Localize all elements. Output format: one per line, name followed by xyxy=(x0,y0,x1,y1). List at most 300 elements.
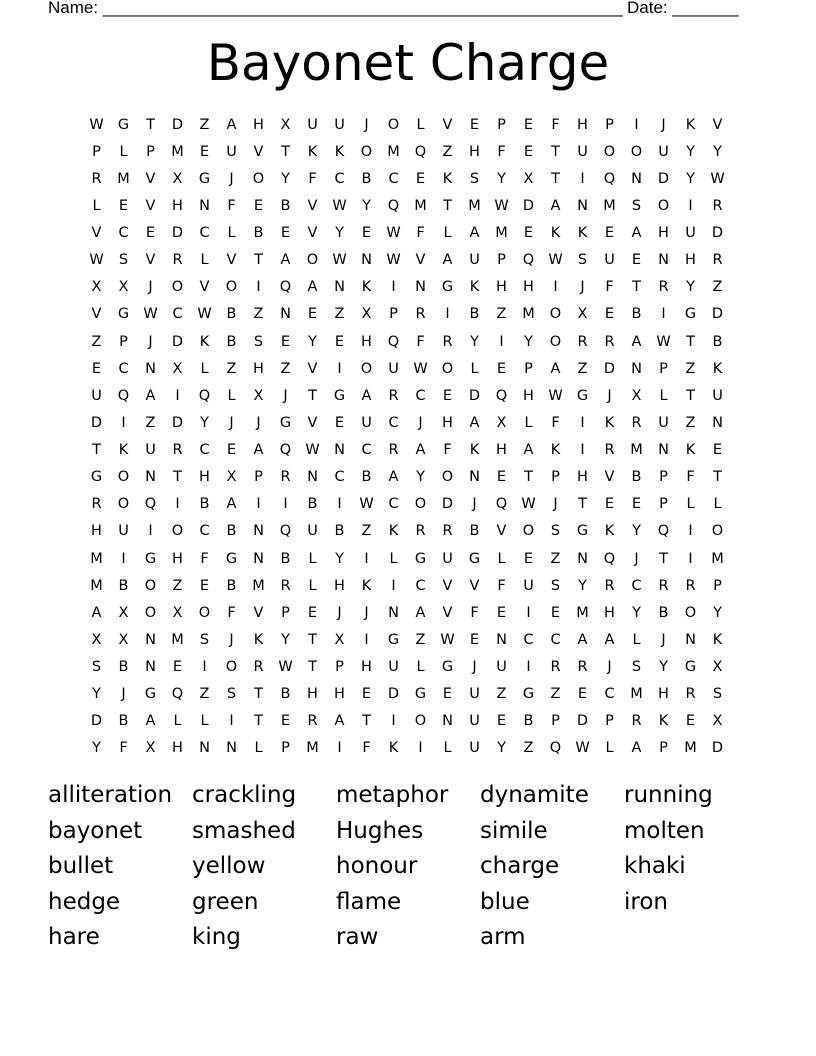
grid-letter: H xyxy=(685,252,696,269)
grid-letter: V xyxy=(604,469,615,486)
grid-letter: K xyxy=(469,442,480,459)
grid-letter: R xyxy=(388,442,399,459)
grid-letter: U xyxy=(361,414,372,431)
grid-letter: B xyxy=(334,523,345,540)
grid-letter: G xyxy=(684,306,697,323)
grid-letter: X xyxy=(280,116,291,133)
grid-letter: X xyxy=(253,387,264,404)
grid-letter: C xyxy=(118,225,129,242)
grid-letter: D xyxy=(90,713,103,730)
grid-letter: E xyxy=(577,686,588,703)
grid-letter: N xyxy=(280,306,291,323)
word-list-item: green xyxy=(192,888,259,915)
grid-letter: U xyxy=(226,143,237,160)
grid-letter: I xyxy=(553,279,558,296)
grid-letter: M xyxy=(306,740,319,757)
grid-letter: E xyxy=(307,604,318,621)
grid-letter: M xyxy=(684,740,697,757)
grid-letter: S xyxy=(118,252,129,269)
grid-letter: X xyxy=(523,170,534,187)
grid-letter: A xyxy=(631,333,642,350)
grid-letter: R xyxy=(172,252,183,269)
grid-letter: L xyxy=(686,496,695,513)
grid-letter: U xyxy=(469,686,480,703)
grid-letter: A xyxy=(631,225,642,242)
grid-letter: B xyxy=(118,577,129,594)
grid-letter: O xyxy=(522,523,535,540)
grid-letter: I xyxy=(391,279,396,296)
grid-letter: W xyxy=(548,387,563,404)
grid-letter: Z xyxy=(253,306,264,323)
date-field: Date: _______ xyxy=(627,0,739,17)
grid-letter: Y xyxy=(335,225,344,242)
grid-letter: R xyxy=(91,170,102,187)
grid-letter: V xyxy=(91,225,102,242)
grid-letter: X xyxy=(91,279,102,296)
grid-letter: Z xyxy=(685,360,696,377)
grid-letter: O xyxy=(360,143,373,160)
grid-letter: W xyxy=(386,225,401,242)
grid-letter: L xyxy=(92,197,101,214)
grid-letter: V xyxy=(496,523,507,540)
grid-letter: A xyxy=(523,442,534,459)
grid-letter: M xyxy=(387,143,400,160)
grid-letter: I xyxy=(418,740,423,757)
grid-letter: Y xyxy=(308,333,317,350)
grid-letter: M xyxy=(522,306,535,323)
grid-letter: U xyxy=(91,387,102,404)
grid-letter: L xyxy=(416,659,425,676)
grid-letter: U xyxy=(307,523,318,540)
grid-letter: M xyxy=(117,170,130,187)
grid-letter: E xyxy=(91,360,102,377)
grid-letter: C xyxy=(631,577,642,594)
grid-letter: G xyxy=(684,659,697,676)
grid-letter: I xyxy=(337,496,342,513)
grid-letter: P xyxy=(281,740,290,757)
grid-letter: I xyxy=(526,659,531,676)
grid-letter: G xyxy=(387,631,400,648)
grid-letter: E xyxy=(712,442,723,459)
grid-letter: L xyxy=(254,740,263,757)
grid-letter: J xyxy=(256,414,261,431)
grid-letter: M xyxy=(90,550,103,567)
grid-letter: B xyxy=(118,713,129,730)
grid-letter: E xyxy=(604,306,615,323)
grid-letter: N xyxy=(145,631,156,648)
grid-letter: M xyxy=(171,143,184,160)
grid-letter: W xyxy=(359,496,374,513)
grid-letter: F xyxy=(470,604,479,621)
grid-letter: R xyxy=(658,279,669,296)
grid-letter: B xyxy=(118,659,129,676)
grid-letter: R xyxy=(631,414,642,431)
grid-letter: T xyxy=(659,550,668,567)
grid-letter: I xyxy=(661,306,666,323)
grid-letter: E xyxy=(496,713,507,730)
grid-letter: P xyxy=(551,469,560,486)
grid-letter: B xyxy=(280,686,291,703)
grid-letter: B xyxy=(280,550,291,567)
grid-letter: K xyxy=(685,442,696,459)
word-list-item: molten xyxy=(624,817,705,844)
grid-letter: J xyxy=(229,414,234,431)
grid-letter: C xyxy=(388,496,399,513)
grid-letter: D xyxy=(387,686,400,703)
grid-letter: W xyxy=(386,252,401,269)
grid-letter: Z xyxy=(550,686,561,703)
grid-letter: K xyxy=(469,279,480,296)
word-list-item: honour xyxy=(336,853,418,880)
grid-letter: M xyxy=(495,225,508,242)
grid-letter: L xyxy=(308,577,317,594)
grid-letter: A xyxy=(145,713,156,730)
grid-letter: U xyxy=(469,740,480,757)
grid-letter: E xyxy=(199,143,210,160)
word-list-item: simile xyxy=(480,817,548,844)
grid-letter: U xyxy=(658,414,669,431)
grid-letter: L xyxy=(200,360,209,377)
grid-letter: H xyxy=(523,279,534,296)
grid-letter: T xyxy=(254,252,263,269)
grid-letter: F xyxy=(119,740,128,757)
grid-letter: L xyxy=(605,740,614,757)
grid-letter: U xyxy=(658,143,669,160)
grid-letter: E xyxy=(523,550,534,567)
grid-letter: H xyxy=(577,469,588,486)
grid-letter: Y xyxy=(200,414,209,431)
grid-letter: X xyxy=(91,631,102,648)
grid-letter: H xyxy=(253,116,264,133)
grid-letter: X xyxy=(334,631,345,648)
grid-letter: J xyxy=(607,659,612,676)
grid-letter: R xyxy=(604,577,615,594)
grid-letter: B xyxy=(361,170,372,187)
grid-letter: K xyxy=(388,523,399,540)
word-list-item: flame xyxy=(336,888,402,915)
grid-letter: A xyxy=(550,197,561,214)
grid-letter: S xyxy=(226,686,237,703)
grid-letter: S xyxy=(253,333,264,350)
grid-letter: O xyxy=(387,116,400,133)
grid-letter: N xyxy=(307,469,318,486)
grid-letter: W xyxy=(332,197,347,214)
grid-letter: A xyxy=(334,713,345,730)
grid-letter: P xyxy=(713,577,722,594)
grid-letter: D xyxy=(441,496,454,513)
grid-letter: A xyxy=(307,279,318,296)
grid-letter: A xyxy=(253,442,264,459)
grid-letter: N xyxy=(577,197,588,214)
grid-letter: O xyxy=(414,496,427,513)
grid-letter: R xyxy=(415,523,426,540)
grid-letter: X xyxy=(361,306,372,323)
grid-letter: Z xyxy=(523,740,534,757)
grid-letter: T xyxy=(713,469,722,486)
grid-letter: K xyxy=(604,523,615,540)
word-list-item: hedge xyxy=(48,888,121,915)
grid-letter: D xyxy=(90,414,103,431)
grid-letter: Q xyxy=(171,686,184,703)
grid-letter: Y xyxy=(92,686,101,703)
grid-letter: K xyxy=(550,442,561,459)
grid-letter: A xyxy=(415,604,426,621)
grid-letter: P xyxy=(605,713,614,730)
grid-letter: O xyxy=(549,306,562,323)
grid-letter: V xyxy=(145,252,156,269)
grid-letter: T xyxy=(92,442,101,459)
word-list-item: arm xyxy=(480,924,526,951)
name-field: Name: _______________________________________________________ xyxy=(48,0,623,17)
grid-letter: C xyxy=(199,442,210,459)
grid-letter: B xyxy=(253,225,264,242)
grid-letter: T xyxy=(308,631,317,648)
grid-letter: X xyxy=(172,604,183,621)
grid-letter: D xyxy=(171,116,184,133)
grid-letter: E xyxy=(685,713,696,730)
grid-letter: J xyxy=(418,414,423,431)
grid-letter: I xyxy=(175,387,180,404)
grid-letter: L xyxy=(659,387,668,404)
grid-letter: Q xyxy=(198,387,211,404)
grid-letter: X xyxy=(118,631,129,648)
grid-letter: N xyxy=(442,713,453,730)
grid-letter: Q xyxy=(387,333,400,350)
grid-letter: F xyxy=(605,279,614,296)
grid-letter: P xyxy=(497,252,506,269)
grid-letter: O xyxy=(603,143,616,160)
letter-grid xyxy=(83,111,731,762)
grid-letter: A xyxy=(361,387,372,404)
grid-letter: W xyxy=(197,306,212,323)
grid-letter: E xyxy=(334,414,345,431)
grid-letter: X xyxy=(577,306,588,323)
grid-letter: G xyxy=(225,550,238,567)
grid-letter: M xyxy=(603,197,616,214)
grid-letter: L xyxy=(524,414,533,431)
grid-letter: Q xyxy=(144,496,157,513)
grid-letter: J xyxy=(283,387,288,404)
page-title: Bayonet Charge xyxy=(206,34,610,92)
grid-letter: E xyxy=(361,225,372,242)
grid-letter: Q xyxy=(657,523,670,540)
grid-letter: T xyxy=(362,713,371,730)
grid-letter: C xyxy=(118,360,129,377)
grid-letter: R xyxy=(577,659,588,676)
grid-letter: H xyxy=(658,225,669,242)
grid-letter: M xyxy=(414,197,427,214)
grid-letter: Q xyxy=(279,442,292,459)
grid-letter: E xyxy=(604,225,615,242)
grid-letter: S xyxy=(712,686,723,703)
grid-letter: T xyxy=(254,713,263,730)
grid-letter: W xyxy=(548,252,563,269)
grid-letter: E xyxy=(523,225,534,242)
grid-letter: D xyxy=(171,225,184,242)
grid-letter: Z xyxy=(226,360,237,377)
grid-letter: B xyxy=(469,306,480,323)
grid-letter: O xyxy=(441,469,454,486)
grid-letter: B xyxy=(280,197,291,214)
grid-letter: R xyxy=(685,577,696,594)
grid-letter: D xyxy=(576,713,589,730)
grid-letter: I xyxy=(364,550,369,567)
grid-letter: K xyxy=(712,631,723,648)
grid-letter: H xyxy=(658,686,669,703)
grid-letter: E xyxy=(145,225,156,242)
grid-letter: S xyxy=(631,659,642,676)
grid-letter: O xyxy=(360,360,373,377)
grid-letter: Y xyxy=(281,631,290,648)
grid-letter: C xyxy=(550,631,561,648)
grid-letter: Z xyxy=(685,414,696,431)
grid-letter: Z xyxy=(712,279,723,296)
grid-letter: X xyxy=(226,469,237,486)
grid-letter: T xyxy=(686,333,695,350)
grid-letter: O xyxy=(117,469,130,486)
grid-letter: M xyxy=(252,577,265,594)
grid-letter: D xyxy=(603,360,616,377)
grid-letter: I xyxy=(364,631,369,648)
grid-letter: C xyxy=(388,414,399,431)
grid-letter: O xyxy=(144,604,157,621)
grid-letter: Y xyxy=(686,143,695,160)
grid-letter: I xyxy=(337,360,342,377)
grid-letter: D xyxy=(171,333,184,350)
grid-letter: G xyxy=(414,686,427,703)
grid-letter: V xyxy=(307,225,318,242)
grid-letter: Y xyxy=(713,604,722,621)
word-list-item: yellow xyxy=(192,853,266,880)
grid-letter: I xyxy=(337,740,342,757)
grid-letter: Z xyxy=(496,686,507,703)
grid-letter: N xyxy=(226,740,237,757)
grid-letter: N xyxy=(658,252,669,269)
grid-letter: I xyxy=(391,713,396,730)
grid-letter: F xyxy=(200,550,209,567)
word-list-item: Hughes xyxy=(336,817,424,844)
grid-letter: U xyxy=(604,252,615,269)
grid-letter: L xyxy=(713,496,722,513)
word-list-item: raw xyxy=(336,924,379,951)
grid-letter: Q xyxy=(279,279,292,296)
grid-letter: K xyxy=(334,143,345,160)
grid-letter: T xyxy=(254,686,263,703)
grid-letter: L xyxy=(632,631,641,648)
grid-letter: U xyxy=(469,252,480,269)
grid-letter: R xyxy=(415,306,426,323)
grid-letter: Y xyxy=(92,740,101,757)
grid-letter: B xyxy=(307,496,318,513)
grid-letter: I xyxy=(256,279,261,296)
grid-letter: Z xyxy=(199,686,210,703)
grid-letter: V xyxy=(442,116,453,133)
grid-letter: W xyxy=(332,252,347,269)
grid-letter: I xyxy=(229,713,234,730)
grid-letter: V xyxy=(469,577,480,594)
grid-letter: A xyxy=(469,225,480,242)
grid-letter: Y xyxy=(686,170,695,187)
grid-letter: F xyxy=(686,469,695,486)
grid-letter: V xyxy=(442,577,453,594)
grid-letter: H xyxy=(442,414,453,431)
grid-letter: S xyxy=(550,523,561,540)
grid-letter: H xyxy=(253,360,264,377)
grid-letter: I xyxy=(391,577,396,594)
grid-letter: G xyxy=(144,686,157,703)
grid-letter: M xyxy=(576,604,589,621)
grid-letter: N xyxy=(145,469,156,486)
grid-letter: C xyxy=(334,469,345,486)
grid-letter: P xyxy=(659,496,668,513)
grid-letter: G xyxy=(441,659,454,676)
grid-letter: Q xyxy=(603,170,616,187)
grid-letter: K xyxy=(658,713,669,730)
grid-letter: O xyxy=(171,523,184,540)
grid-letter: N xyxy=(658,442,669,459)
grid-letter: V xyxy=(145,170,156,187)
grid-letter: I xyxy=(256,496,261,513)
grid-letter: U xyxy=(496,659,507,676)
grid-letter: L xyxy=(416,116,425,133)
grid-letter: Z xyxy=(199,116,210,133)
grid-letter: N xyxy=(631,170,642,187)
word-list-item: running xyxy=(624,782,713,808)
grid-letter: A xyxy=(577,631,588,648)
grid-letter: X xyxy=(712,713,723,730)
grid-letter: Z xyxy=(145,414,156,431)
grid-letter: O xyxy=(117,496,130,513)
grid-letter: N xyxy=(199,740,210,757)
grid-letter: H xyxy=(604,604,615,621)
grid-letter: B xyxy=(658,604,669,621)
grid-letter: T xyxy=(524,469,533,486)
word-list-item: hare xyxy=(48,924,100,951)
word-bank xyxy=(48,778,768,956)
grid-letter: N xyxy=(577,550,588,567)
grid-letter: D xyxy=(711,306,724,323)
grid-letter: N xyxy=(334,442,345,459)
grid-letter: K xyxy=(307,143,318,160)
grid-letter: E xyxy=(226,442,237,459)
grid-letter: Q xyxy=(279,523,292,540)
grid-letter: U xyxy=(523,577,534,594)
grid-letter: P xyxy=(659,740,668,757)
grid-letter: E xyxy=(415,170,426,187)
grid-letter: R xyxy=(658,577,669,594)
grid-letter: F xyxy=(227,604,236,621)
grid-letter: E xyxy=(280,225,291,242)
grid-letter: L xyxy=(200,252,209,269)
grid-letter: W xyxy=(89,252,104,269)
grid-letter: Q xyxy=(603,550,616,567)
grid-letter: E xyxy=(361,686,372,703)
grid-letter: O xyxy=(225,279,238,296)
grid-letter: T xyxy=(146,116,155,133)
grid-letter: X xyxy=(118,604,129,621)
grid-letter: P xyxy=(605,116,614,133)
grid-letter: R xyxy=(442,523,453,540)
grid-letter: P xyxy=(92,143,101,160)
grid-letter: R xyxy=(631,713,642,730)
grid-letter: P xyxy=(659,360,668,377)
grid-letter: Q xyxy=(117,387,130,404)
grid-letter: I xyxy=(580,170,585,187)
grid-letter: U xyxy=(712,387,723,404)
grid-letter: H xyxy=(91,523,102,540)
grid-letter: K xyxy=(550,225,561,242)
grid-letter: G xyxy=(198,170,211,187)
